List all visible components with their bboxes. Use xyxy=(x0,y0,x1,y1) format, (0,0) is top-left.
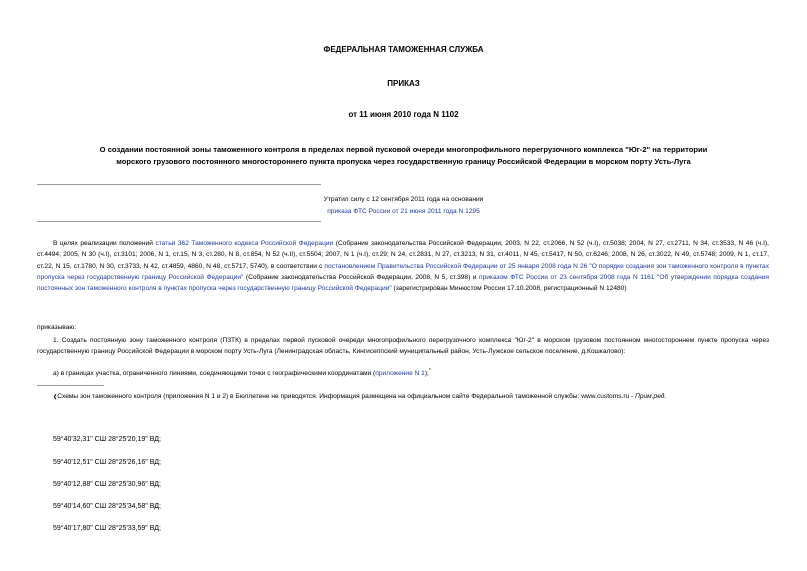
coordinate-3: 59°40'12,88" СШ 28°25'30,96" ВД; xyxy=(53,481,161,488)
divider-top xyxy=(37,184,321,185)
preamble-paragraph xyxy=(37,238,769,294)
coordinate-5: 59°40'17,80" СШ 28°25'33,59" ВД; xyxy=(53,525,161,532)
preamble-text-b: (Собрание законодательства Российской Федерации, 2003, N 22, ст.2066, N 52 (ч.I), ст.5038; 2004, N 27, ст.2711, N 34, ст.3533, N 46 (ч.I), ст.4494; 2005, N 30 (ч.I), ст.3101; 2006, N 1, ст.15, N 3, ст.280, N 8, ст.854, N 52 (ч.II), ст.5504; 2007, N 1 (ч.I), ст.29; N 24, ст.2831, N 27, ст.3213, N 31, ст.4011, N 45, ст.5417, N 50, ст.6246; 2008, N 26, ст.3022, N 49, ст.5748; 2009, N 1, ст.17, ст.22, N 15, ст.1780, N 30, ст.3733, N 42, ст.4859, 4860, N 48, ст.5717, 5740), в соответствии с xyxy=(37,240,769,270)
order-item-a-text: а) в границах участка, ограниченного линиями, соединяющими точки с географическими координатами ( xyxy=(53,370,376,378)
preamble-text-c: (Собрание законодательства Российской Федерации, 2008, N 5, ст.398) и xyxy=(243,273,479,281)
status-link[interactable]: приказа ФТС России от 21 июня 2011 года N 1295 xyxy=(327,208,480,215)
footnote-editor-note: Прим.ред. xyxy=(635,393,667,400)
status-note: Утратил силу с 12 сентября 2011 года на основании xyxy=(323,196,484,203)
doc-date-number: от 11 июня 2010 года N 1102 xyxy=(348,110,459,119)
appendix-1-link[interactable]: приложение N 1 xyxy=(375,370,425,378)
preamble-text-a: В целях реализации положений xyxy=(53,240,156,247)
coordinate-1: 59°40'32,31" СШ 28°25'20,19" ВД; xyxy=(53,436,161,443)
doc-title-line1: О создании постоянной зоны таможенного контроля в пределах первой пусковой очереди многопрофильного перегрузочного комплекса "Юг-2" на территории xyxy=(99,145,708,154)
order-item-a-close: ); xyxy=(424,370,429,378)
preamble-link-fts-order[interactable]: приказом ФТС России от 23 сентября 2008 года N 1161 "Об утверждении порядка создания постоянных зон таможенного контроля в пунктах пропуска через государственную границу Российской Федерации" xyxy=(37,273,769,293)
footnote xyxy=(53,391,666,404)
preamble-link-government-decree[interactable]: постановлением Правительства Российской Федерации от 25 января 2008 года N 26 "О порядке создания зон таможенного контроля в пунктах пропуска через государственную границу Российской Федерации" xyxy=(37,262,769,281)
order-item-1: 1. Создать постоянную зону таможенного контроля (ПЗТК) в пределах первой пусковой очереди многопрофильного перегрузочного комплекса "Юг-2" в морском грузовом постоянном многостороннем пункте пропуска через государственную границу Российской Федерации в морском порту Усть-Луга (Ленинградская область, Кингисеппский муниципальный район, Усть-Лужское сельское поселение, д.Кошкалово): xyxy=(37,337,769,356)
preamble-text-d: (зарегистрирован Минюстом России 17.10.2008, регистрационный N 12480) xyxy=(391,285,627,293)
doc-type: ПРИКАЗ xyxy=(387,79,420,88)
footnote-marker: ❰ xyxy=(53,394,58,400)
doc-title-line2: морского грузового постоянного многостороннего пункта пропуска через государственную границу Российской Федерации в морском порту Усть-Луга xyxy=(116,157,691,166)
order-word: приказываю: xyxy=(37,324,77,331)
footnote-text: Схемы зон таможенного контроля (приложения N 1 и 2) в Бюллетене не приводятся. Информация размещена на официальном сайте Федеральной таможенной службы: www.customs.ru - xyxy=(57,393,636,400)
coordinate-4: 59°40'14,60" СШ 28°25'34,58" ВД; xyxy=(53,503,161,510)
footnote-divider xyxy=(37,385,104,386)
order-item-a: а) в границах участка, ограниченного линиями, соединяющими точки с географическими координатами (приложение N 1);* xyxy=(53,368,431,378)
coordinate-2: 59°40'12,51" СШ 28°25'26,16" ВД; xyxy=(53,459,161,466)
preamble-link-customs-code[interactable]: статьи 362 Таможенного кодекса Российской Федерации xyxy=(155,240,334,247)
divider-middle xyxy=(37,221,321,222)
agency-name: ФЕДЕРАЛЬНАЯ ТАМОЖЕННАЯ СЛУЖБА xyxy=(323,45,484,54)
